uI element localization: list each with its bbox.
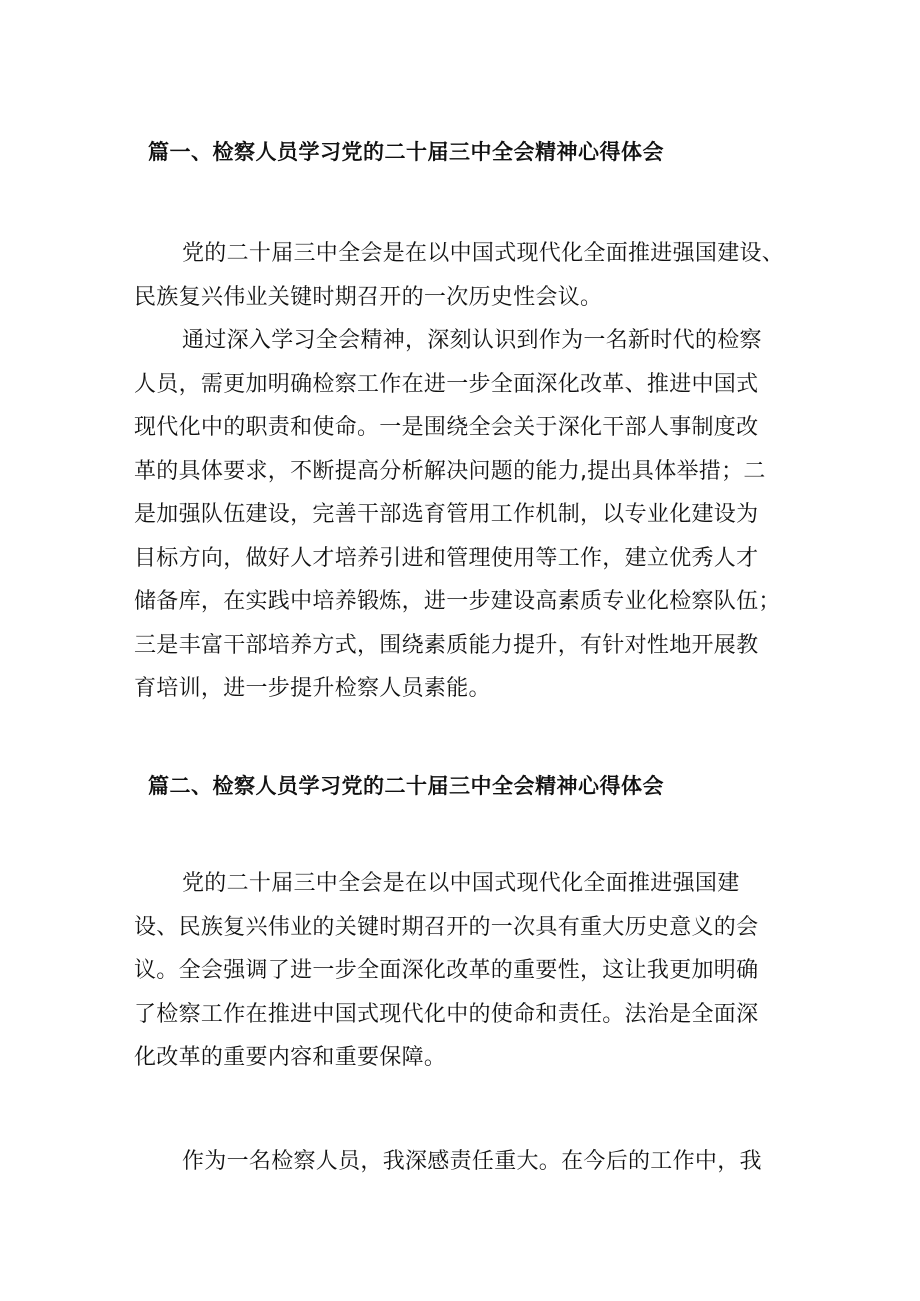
section-1-paragraph-2: [134, 319, 794, 711]
text-line: 民族复兴伟业关键时期召开的一次历史性会议。: [134, 284, 603, 310]
text-line: 议。全会强调了进一步全面深化改革的重要性，这让我更加明确: [134, 958, 759, 983]
text-line: 设、民族复兴伟业的关键时期召开的一次具有重大历史意义的会: [134, 914, 759, 940]
text-line: 储备库，在实践中培养锻炼，进一步建设高素质专业化检察队伍；: [134, 589, 781, 614]
section-2-paragraph-2: [134, 1140, 794, 1184]
text-line: 现代化中的职责和使命。一是围绕全会关于深化干部人事制度改: [134, 415, 759, 440]
text-line: 三是丰富干部培养方式，围绕素质能力提升，有针对性地开展教: [134, 632, 759, 658]
text-line: 是加强队伍建设，完善干部选育管用工作机制，以专业化建设为: [134, 502, 759, 527]
section-1-heading: 篇一、检察人员学习党的二十届三中全会精神心得体会: [148, 140, 664, 164]
text-line: 育培训，进一步提升检察人员素能。: [134, 676, 491, 701]
text-line: 人员，需更加明确检察工作在进一步全面深化改革、推进中国式: [134, 371, 759, 397]
section-2-heading: 篇二、检察人员学习党的二十届三中全会精神心得体会: [148, 774, 664, 798]
text-line: 化改革的重要内容和重要保障。: [134, 1045, 447, 1070]
text-line: 作为一名检察人员，我深感责任重大。在今后的工作中，我: [182, 1149, 762, 1174]
text-line: 目标方向，做好人才培养引进和管理使用等工作，建立优秀人才: [134, 545, 759, 571]
text-line: 了检察工作在推进中国式现代化中的使命和责任。法治是全面深: [134, 1001, 759, 1027]
text-line: 党的二十届三中全会是在以中国式现代化全面推进强国建: [182, 871, 740, 896]
section-1-paragraph-1: [134, 232, 794, 319]
text-line: 通过深入学习全会精神，深刻认识到作为一名新时代的检察: [182, 328, 762, 353]
text-line: 党的二十届三中全会是在以中国式现代化全面推进强国建设、: [182, 241, 785, 266]
text-line: 革的具体要求，不断提高分析解决问题的能力,提出具体举措；二: [134, 458, 766, 484]
section-2-paragraph-1: [134, 862, 794, 1080]
